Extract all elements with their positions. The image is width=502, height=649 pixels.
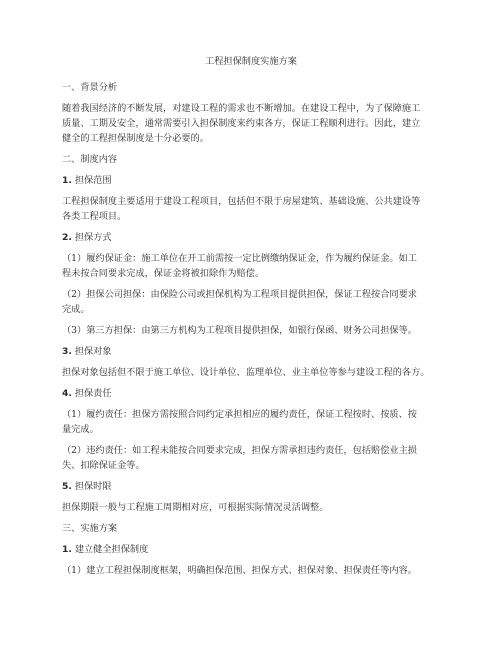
subsection-heading-term [62,481,112,493]
section-heading-implementation: 三、实施方案 [62,523,118,534]
subsection-number: 2. [62,232,72,243]
subsection-title: 担保责任 [74,388,112,399]
method-item-2-line-1: （2）担保公司担保：由保险公司或担保机构为工程项目提供担保，保证工程按合同要求 [62,289,417,300]
scope-line-1: 工程担保制度主要适用于建设工程项目，包括但不限于房屋建筑、基础设施、公共建设等 [62,196,421,207]
document-title: 工程担保制度实施方案 [205,56,297,67]
section-heading-content: 二、制度内容 [62,154,118,165]
subsection-heading-liability [62,388,112,400]
method-item-2-line-2: 完成。 [62,304,90,315]
method-item-3-line-1: （3）第三方担保：由第三方机构为工程项目提供担保，如银行保函、财务公司担保等。 [62,325,417,336]
subsection-heading-scope [62,175,112,187]
subsection-heading-establish [62,544,148,556]
background-paragraph-line-1: 随着我国经济的不断发展，对建设工程的需求也不断增加。在建设工程中，为了保障施工 [62,103,421,114]
subsection-heading-object [62,346,112,358]
method-item-1-line-2: 程未按合同要求完成，保证金将被扣除作为赔偿。 [62,268,265,279]
subsection-number: 5. [62,481,72,492]
subsection-number: 1. [62,544,72,555]
background-paragraph-line-3: 健全的工程担保制度是十分必要的。 [62,133,209,144]
object-line-1: 担保对象包括但不限于施工单位、设计单位、监理单位、业主单位等参与建设工程的各方。 [62,367,430,378]
subsection-heading-method [62,232,112,244]
subsection-number: 1. [62,175,72,186]
background-paragraph-line-2: 质量、工期及安全，通常需要引入担保制度来约束各方，保证工程顺利进行。因此，建立 [62,118,421,129]
liability-item-1-line-2: 量完成。 [62,424,99,435]
subsection-title: 担保时限 [74,481,112,492]
subsection-title: 担保方式 [74,232,112,243]
subsection-number: 4. [62,388,72,399]
scope-line-2: 各类工程项目。 [62,211,127,222]
liability-item-2-line-2: 失、扣除保证金等。 [62,460,145,471]
subsection-title: 建立健全担保制度 [74,544,149,555]
term-line-1: 担保期限一般与工程施工周期相对应，可根据实际情况灵活调整。 [62,502,329,513]
method-item-1-line-1: （1）履约保证金：施工单位在开工前需按一定比例缴纳保证金，作为履约保证金。如工 [62,253,417,264]
section-heading-background: 一、背景分析 [62,82,118,93]
subsection-title: 担保范围 [74,175,112,186]
liability-item-1-line-1: （1）履约责任：担保方需按照合同约定承担相应的履约责任，保证工程按时、按质、按 [62,409,417,420]
subsection-title: 担保对象 [74,346,112,357]
liability-item-2-line-1: （2）违约责任：如工程未能按合同要求完成，担保方需承担违约责任，包括赔偿业主损 [62,445,417,456]
establish-item-1-line-1: （1）建立工程担保制度框架，明确担保范围、担保方式、担保对象、担保责任等内容。 [62,565,417,576]
subsection-number: 3. [62,346,72,357]
